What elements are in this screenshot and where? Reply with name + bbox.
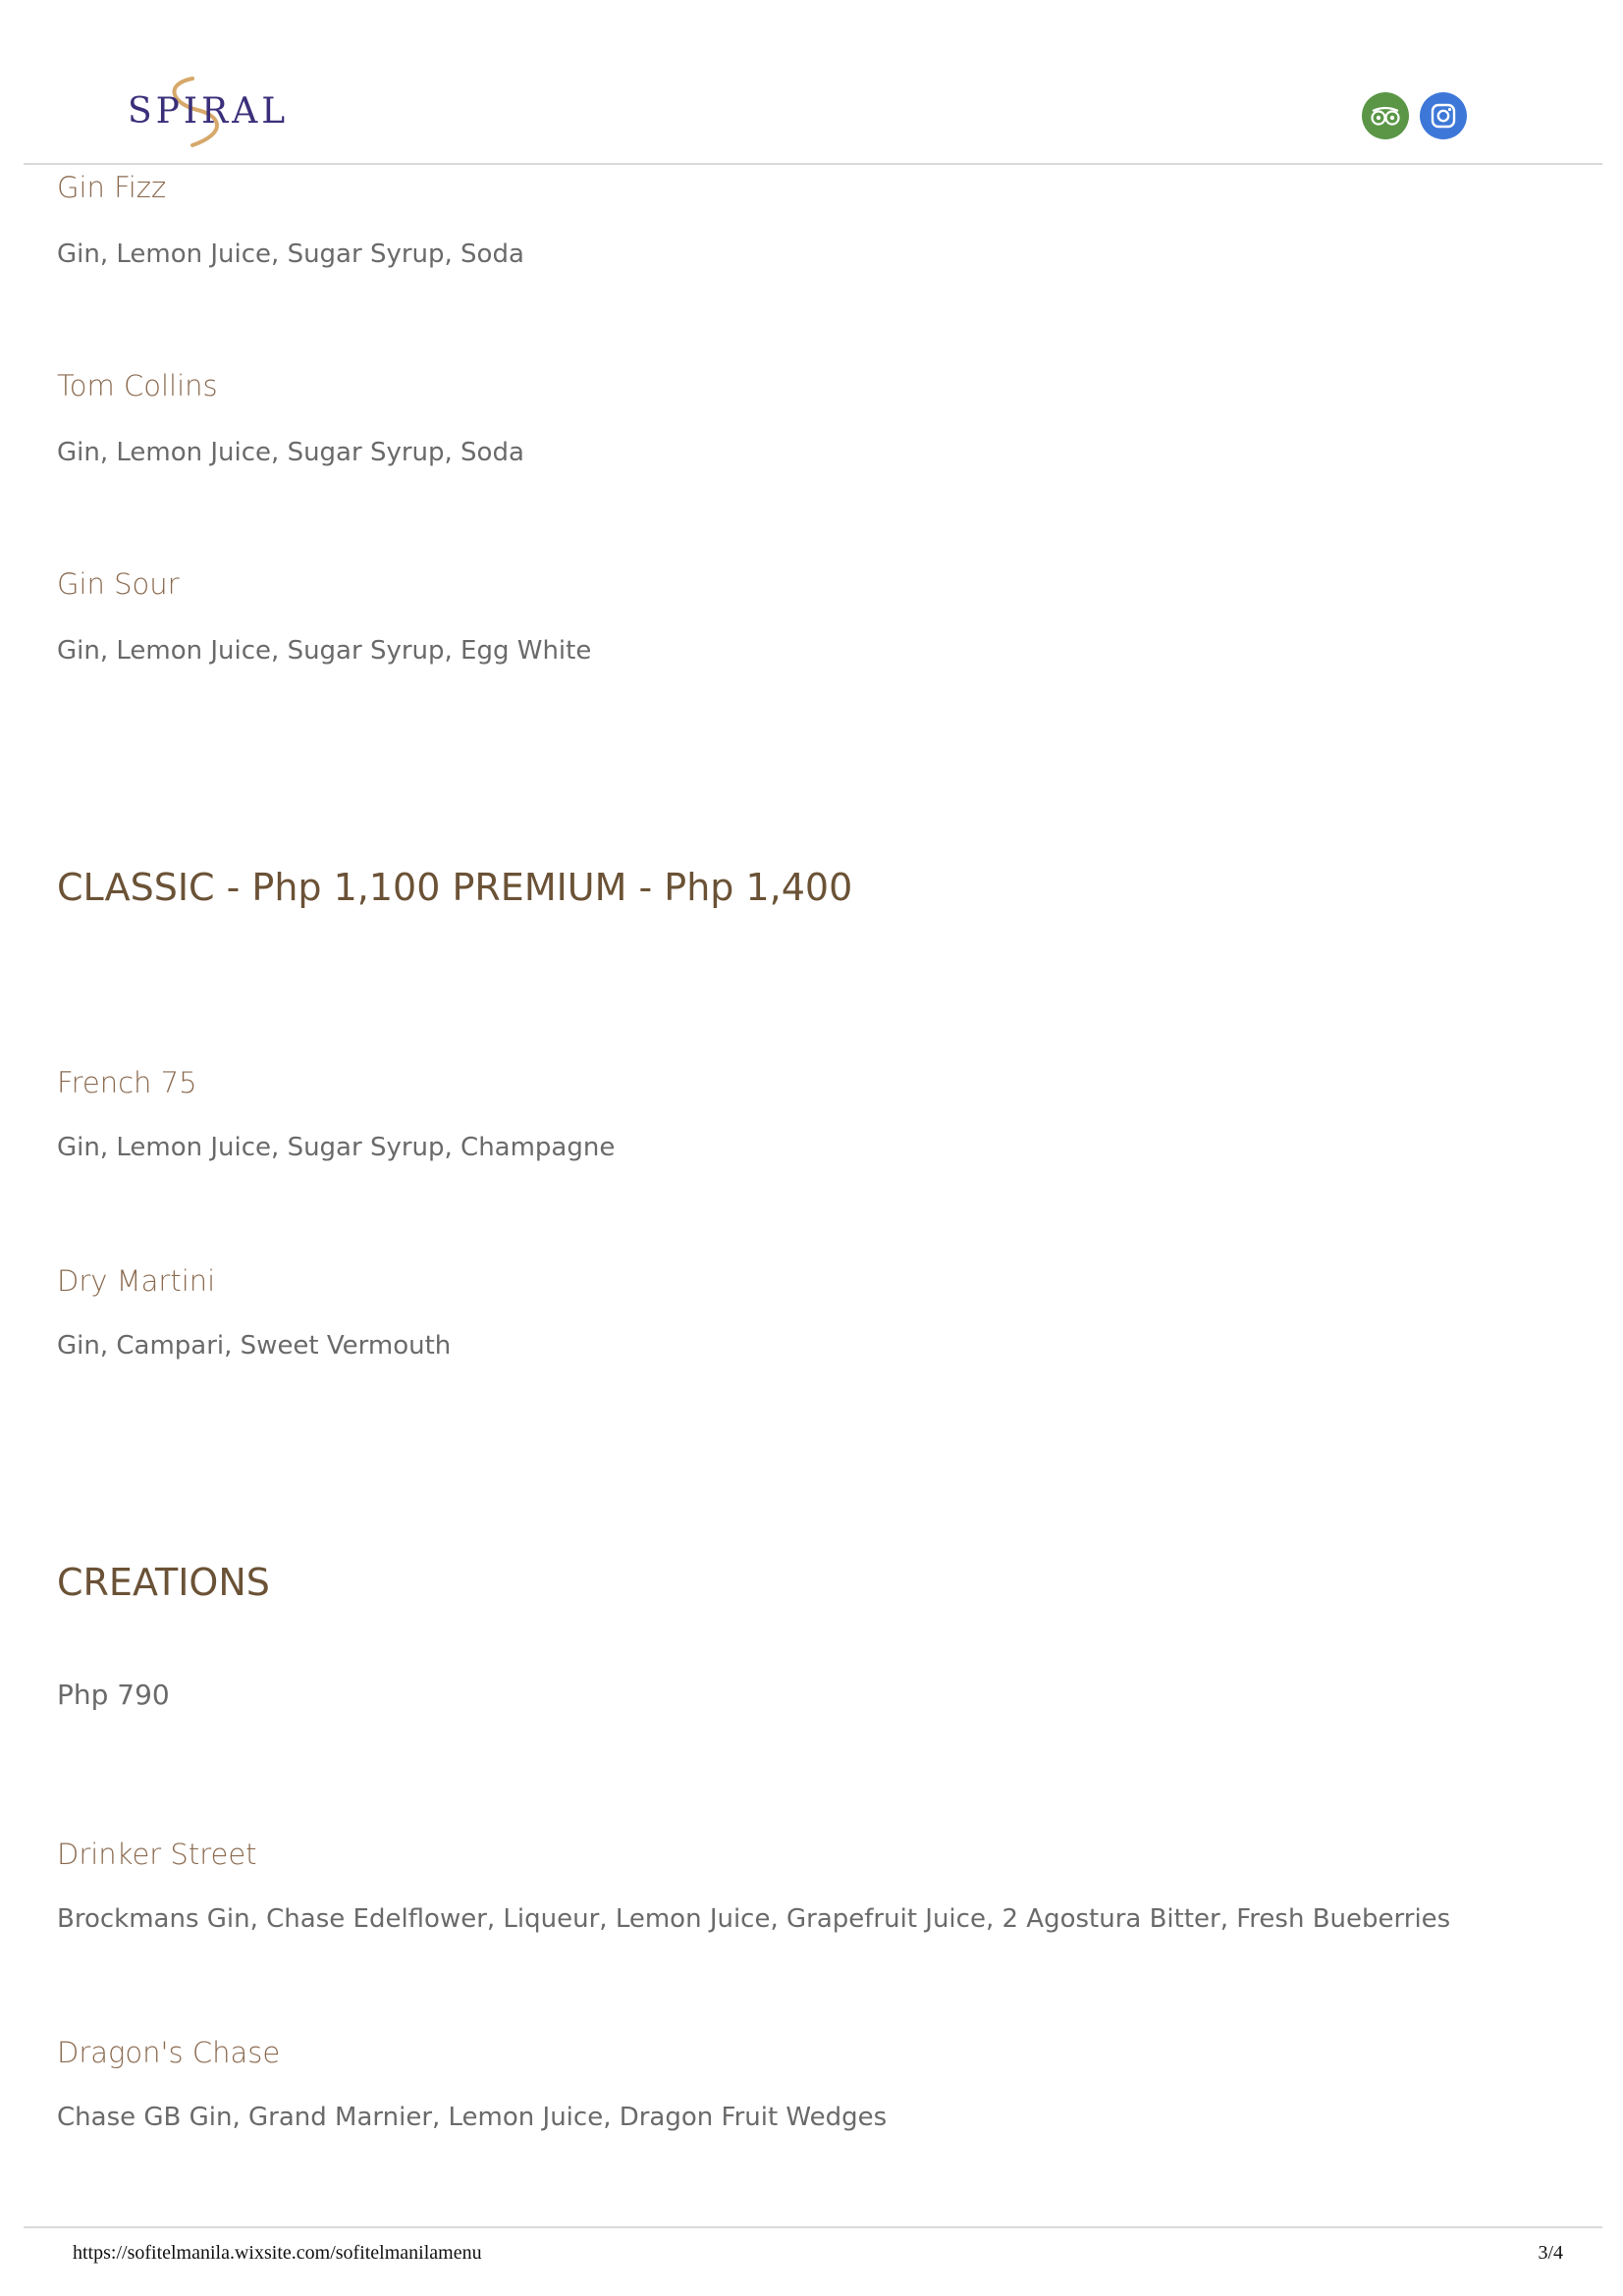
menu-item-name: Gin Fizz [57, 171, 167, 204]
menu-item-name: Gin Sour [57, 567, 180, 601]
menu-item-description: Gin, Campari, Sweet Vermouth [57, 1331, 452, 1361]
section-title-creations: CREATIONS [57, 1561, 270, 1604]
page-footer [24, 2226, 1602, 2264]
section-title-classic: CLASSIC - Php 1,100 PREMIUM - Php 1,400 [57, 866, 853, 909]
spiral-logo[interactable] [124, 75, 290, 149]
tripadvisor-link[interactable] [1362, 92, 1409, 139]
instagram-link[interactable] [1420, 92, 1467, 139]
footer-url[interactable]: https://sofitelmanila.wixsite.com/sofitelmanilamenu [73, 2242, 482, 2264]
menu-item-name: Tom Collins [57, 369, 218, 402]
page-header [24, 61, 1602, 165]
page-number: 3/4 [1538, 2242, 1563, 2264]
menu-item-description: Gin, Lemon Juice, Sugar Syrup, Egg White [57, 636, 592, 666]
menu-item-description: Gin, Lemon Juice, Sugar Syrup, Champagne [57, 1133, 616, 1162]
menu-item-description: Brockmans Gin, Chase Edelflower, Liqueur, Lemon Juice, Grapefruit Juice, 2 Agostura Bitter, Fresh Bueberries [57, 1904, 1451, 1934]
tripadvisor-icon [1370, 105, 1401, 127]
menu-item-name: Drinker Street [57, 1838, 257, 1871]
instagram-icon [1430, 102, 1457, 130]
menu-item-name: Dry Martini [57, 1264, 216, 1298]
menu-item-name: French 75 [57, 1066, 197, 1099]
menu-item-description: Gin, Lemon Juice, Sugar Syrup, Soda [57, 438, 524, 467]
section-price: Php 790 [57, 1679, 170, 1711]
menu-item-name: Dragon's Chase [57, 2036, 281, 2069]
logo-text: SPIRAL [128, 91, 290, 132]
menu-item-description: Chase GB Gin, Grand Marnier, Lemon Juice, Dragon Fruit Wedges [57, 2103, 888, 2132]
menu-item-description: Gin, Lemon Juice, Sugar Syrup, Soda [57, 240, 524, 269]
